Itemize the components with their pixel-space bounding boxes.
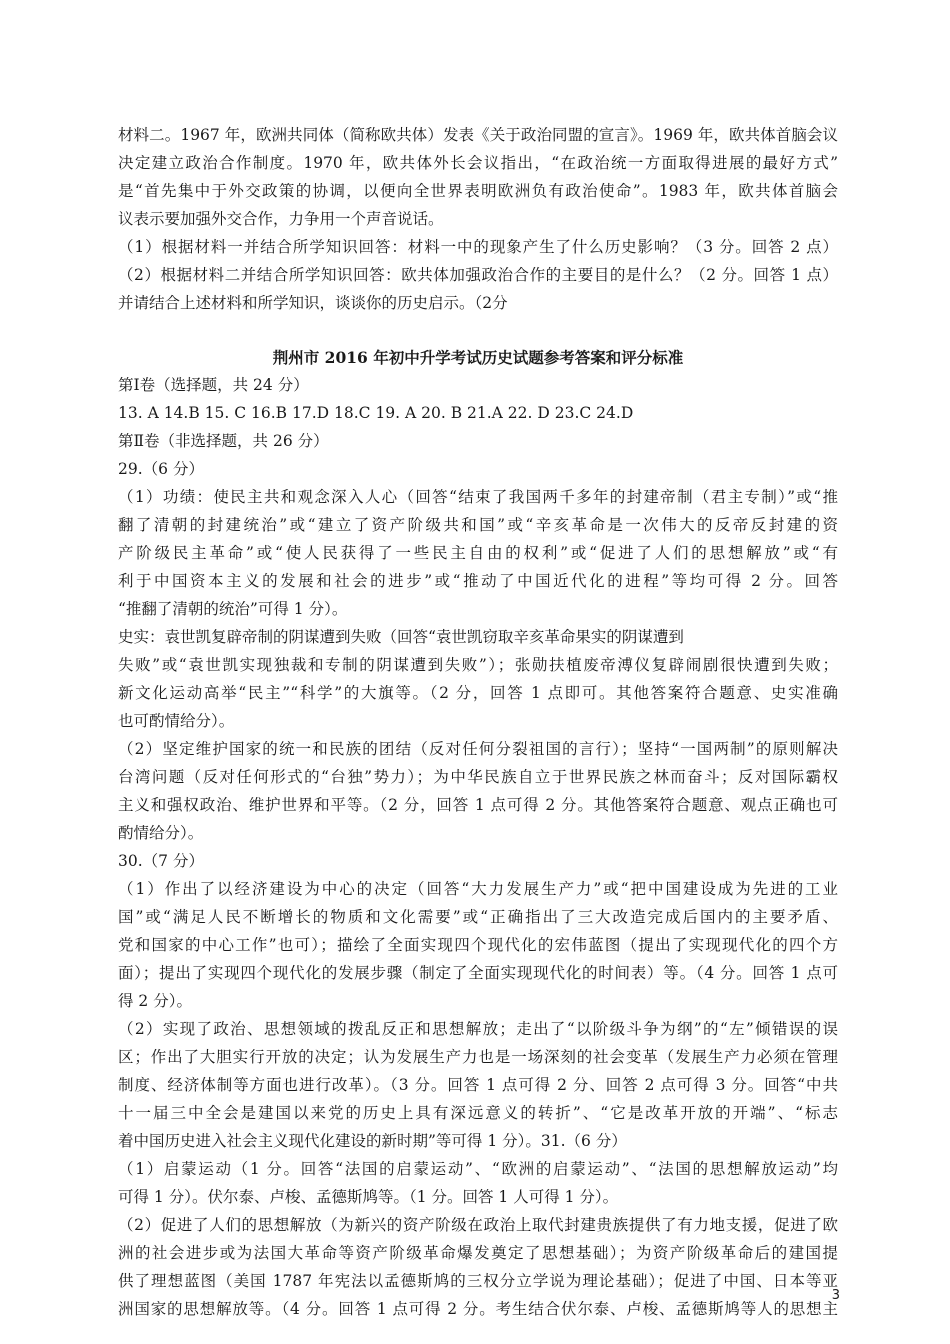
answer-line: 利于中国资本主义的发展和社会的进步”或“推动了中国近代化的进程”等均可得 2 分。回答 xyxy=(118,572,838,590)
multiple-choice-answers: 13. A 14.B 15. C 16.B 17.D 18.C 19. A 20. B 21.A 22. D 23.C 24.D xyxy=(118,404,634,422)
answer-line: （1）启蒙运动（1 分。回答“法国的启蒙运动”、“欧洲的启蒙运动”、“法国的思想解放运动”均 xyxy=(118,1160,838,1178)
answer-line: 洲国家的思想解放等。（4 分。回答 1 点可得 2 分。考生结合伏尔泰、卢梭、孟德斯鸠等人的思想主 xyxy=(118,1300,838,1318)
section-heading: 第Ⅱ卷（非选择题，共 26 分） xyxy=(118,432,329,450)
answer-line: （2）促进了人们的思想解放（为新兴的资产阶级在政治上取代封建贵族提供了有力地支援，促进了欧 xyxy=(118,1216,838,1234)
answer-line: 可得 1 分）。伏尔泰、卢梭、孟德斯鸠等。（1 分。回答 1 人可得 1 分）。 xyxy=(118,1188,619,1206)
answer-line: 供了理想蓝图（美国 1787 年宪法以孟德斯鸠的三权分立学说为理论基础）；促进了中国、日本等亚 xyxy=(118,1272,838,1290)
answer-line: 面）；提出了实现四个现代化的发展步骤（制定了全面实现现代化的时间表）等。（4 分。回答 1 点可 xyxy=(118,964,838,982)
question-line: （1）根据材料一并结合所学知识回答：材料一中的现象产生了什么历史影响？（3 分。回答 2 点） xyxy=(118,238,838,256)
answer-line: （2）实现了政治、思想领域的拨乱反正和思想解放；走出了“以阶级斗争为纲”的“左”倾错误的误 xyxy=(118,1020,838,1038)
answer-line: （1）作出了以经济建设为中心的决定（回答“大力发展生产力”或“把中国建设成为先进的工业 xyxy=(118,880,838,898)
answer-line: 史实：袁世凯复辟帝制的阴谋遭到失败（回答“袁世凯窃取辛亥革命果实的阴谋遭到 xyxy=(118,628,684,646)
material-two-section xyxy=(118,121,838,317)
answer-key-title: 荆州市 2016 年初中升学考试历史试题参考答案和评分标准 xyxy=(272,348,684,367)
question-line: 并请结合上述材料和所学知识，谈谈你的历史启示。（2分 xyxy=(118,294,508,312)
answer-line: 产阶级民主革命”或“使人民获得了一些民主自由的权利”或“促进了人们的思想解放”或“有 xyxy=(118,544,838,562)
answer-line: （1）功绩：使民主共和观念深入人心（回答“结束了我国两千多年的封建帝制（君主专制）”或“推 xyxy=(118,488,838,506)
question-number: 30.（7 分） xyxy=(118,852,204,870)
material-line: 决定建立政治合作制度。1970 年，欧共体外长会议指出，“在政治统一方面取得进展的最好方式” xyxy=(118,154,838,172)
answer-line: “推翻了清朝的统治”可得 1 分）。 xyxy=(118,600,348,618)
answer-line: 翻了清朝的封建统治”或“建立了资产阶级共和国”或“辛亥革命是一次伟大的反帝反封建的资 xyxy=(118,516,838,534)
material-line: 是“首先集中于外交政策的协调，以便向全世界表明欧洲负有政治使命”。1983 年，欧共体首脑会 xyxy=(118,182,838,200)
question-line: （2）根据材料二并结合所学知识回答：欧共体加强政治合作的主要目的是什么？（2 分。回答 1 点） xyxy=(118,266,838,284)
answer-line: 失败”或“袁世凯实现独裁和专制的阴谋遭到失败”）；张勋扶植废帝溥仪复辟闹剧很快遭到失败； xyxy=(118,656,838,674)
answer-line: 十一届三中全会是建国以来党的历史上具有深远意义的转折”、“它是改革开放的开端”、“标志 xyxy=(118,1104,838,1122)
answer-line: 也可酌情给分）。 xyxy=(118,712,235,730)
answer-line: 新文化运动高举“民主”“科学”的大旗等。（2 分，回答 1 点即可。其他答案符合题意、史实准确 xyxy=(118,684,838,702)
material-line: 议表示要加强外交合作，力争用一个声音说话。 xyxy=(118,210,444,228)
section-heading: 第Ⅰ卷（选择题，共 24 分） xyxy=(118,376,309,394)
answer-line: 国”或“满足人民不断增长的物质和文化需要”或“正确指出了三大改造完成后国内的主要矛盾、 xyxy=(118,908,838,926)
answer-line: （2）坚定维护国家的统一和民族的团结（反对任何分裂祖国的言行）；坚持“一国两制”的原则解决 xyxy=(118,740,838,758)
answer-line: 洲的社会进步或为法国大革命等资产阶级革命爆发奠定了思想基础）；为资产阶级革命后的建国提 xyxy=(118,1244,838,1262)
answer-line: 制度、经济体制等方面也进行改革）。（3 分。回答 1 点可得 2 分、回答 2 点可得 3 分。回答“中共 xyxy=(118,1076,838,1094)
material-line: 材料二。1967 年，欧洲共同体（简称欧共体）发表《关于政治同盟的宣言》。1969 年，欧共体首脑会议 xyxy=(118,126,838,144)
answer-line: 党和国家的中心工作”也可）；描绘了全面实现四个现代化的宏伟蓝图（提出了实现现代化的四个方 xyxy=(118,936,838,954)
answer-key-body xyxy=(118,371,838,1323)
answer-line: 酌情给分）。 xyxy=(118,824,204,842)
question-number: 29.（6 分） xyxy=(118,460,204,478)
answer-line: 区；作出了大胆实行开放的决定；认为发展生产力也是一场深刻的社会变革（发展生产力必须在管理 xyxy=(118,1048,838,1066)
answer-line: 主义和强权政治、维护世界和平等。（2 分，回答 1 点可得 2 分。其他答案符合题意、观点正确也可 xyxy=(118,796,838,814)
answer-line: 着中国历史进入社会主义现代化建设的新时期”等可得 1 分）。31.（6 分） xyxy=(118,1132,627,1150)
page-number: 3 xyxy=(831,1288,840,1303)
answer-line: 得 2 分）。 xyxy=(118,992,192,1010)
answer-line: 台湾问题（反对任何形式的“台独”势力）；为中华民族自立于世界民族之林而奋斗；反对国际霸权 xyxy=(118,768,838,786)
